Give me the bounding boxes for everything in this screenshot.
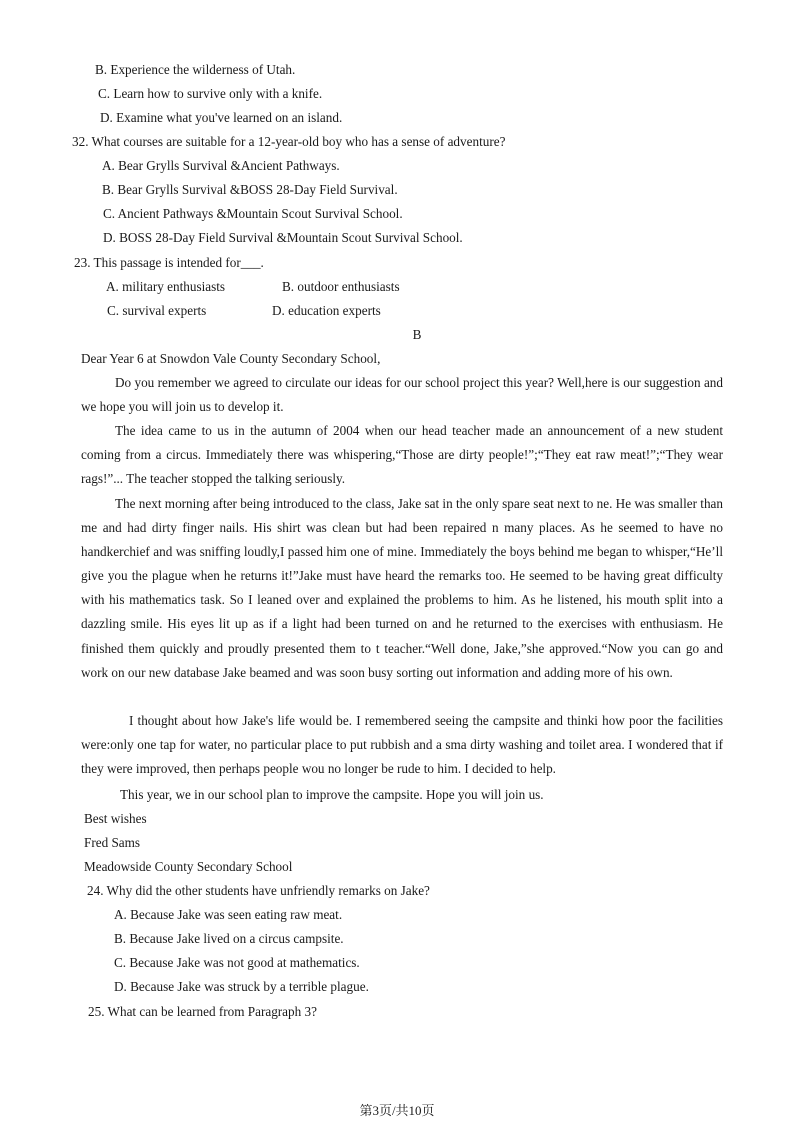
q23-option-b: B. outdoor enthusiasts [282,279,400,294]
q32-question: 32. What courses are suitable for a 12-year-old boy who has a sense of adventure? [72,134,506,149]
q23-option-d: D. education experts [272,303,381,318]
q23-option-c: C. survival experts [107,303,207,318]
q32-option-c: C. Ancient Pathways &Mountain Scout Survival School. [103,206,403,221]
q24-option-c: C. Because Jake was not good at mathematics. [114,955,360,970]
q32-option-d: D. BOSS 28-Day Field Survival &Mountain Scout Survival School. [103,230,463,245]
letter-school: Meadowside County Secondary School [84,859,293,874]
q32-option-b: B. Bear Grylls Survival &BOSS 28-Day Field Survival. [102,182,398,197]
letter-paragraph-3: The next morning after being introduced to the class, Jake sat in the only spare seat next to ne. He was smaller than me and had dirty finger nails. His shirt was clean but had been repaired n many places. As he seemed to have no handkerchief and was sniffing loudly,I passed him one of mine. Immediately the boys behind me began to whisper,“He’ll give you the plague when he returns it!”Jake must have heard the remarks too. He seemed to be having great difficulty with his mathematics task. So I leaned over and explained the problems to him. As he listened, his mouth split into a dazzling smile. His eyes lit up as if a light had been turned on and he returned to the exercises with enthusiasm. He finished them quickly and proudly presented them to t teacher.“Well done, Jake,”she approved.“Now you can go and work on our new database Jake beamed and was soon busy sorting out information and adding more of his own. [81,496,723,680]
q24-question: 24. Why did the other students have unfriendly remarks on Jake? [87,883,430,898]
page-number: 第3页/共10页 [359,1103,435,1118]
q31-option-d: D. Examine what you've learned on an island. [100,110,343,125]
q31-option-b: B. Experience the wilderness of Utah. [95,62,296,77]
q31-option-c: C. Learn how to survive only with a knife. [98,86,323,101]
q32-option-a: A. Bear Grylls Survival &Ancient Pathways. [102,158,340,173]
q23-option-a: A. military enthusiasts [106,279,226,294]
q24-option-d: D. Because Jake was struck by a terrible plague. [114,979,369,994]
letter-paragraph-2: The idea came to us in the autumn of 2004 when our head teacher made an announcement of a new student coming from a circus. Immediately there was whispering,“Those are dirty people!”;“They eat raw meat!”;“They wear rags!”... The teacher stopped the talking seriously. [81,423,723,487]
letter-paragraph-5: This year, we in our school plan to improve the campsite. Hope you will join us. [120,787,544,802]
q23-question: 23. This passage is intended for___. [74,255,264,270]
q25-question: 25. What can be learned from Paragraph 3? [88,1004,317,1019]
letter-closing: Best wishes [84,811,147,826]
letter-paragraph-4: I thought about how Jake's life would be. I remembered seeing the campsite and thinki how poor the facilities were:only one tap for water, no particular place to put rubbish and a sma dirty washing and toilet area. I wondered that if they were improved, then perhaps people wou no longer be rude to him. I decided to help. [81,713,723,777]
q24-option-b: B. Because Jake lived on a circus campsite. [114,931,344,946]
section-heading: B [412,327,422,342]
letter-salutation: Dear Year 6 at Snowdon Vale County Secondary School, [81,351,381,366]
letter-paragraph-1: Do you remember we agreed to circulate our ideas for our school project this year? Well,here is our suggestion and we hope you will join us to develop it. [81,375,723,415]
letter-signature: Fred Sams [84,835,141,850]
q24-option-a: A. Because Jake was seen eating raw meat. [114,907,343,922]
